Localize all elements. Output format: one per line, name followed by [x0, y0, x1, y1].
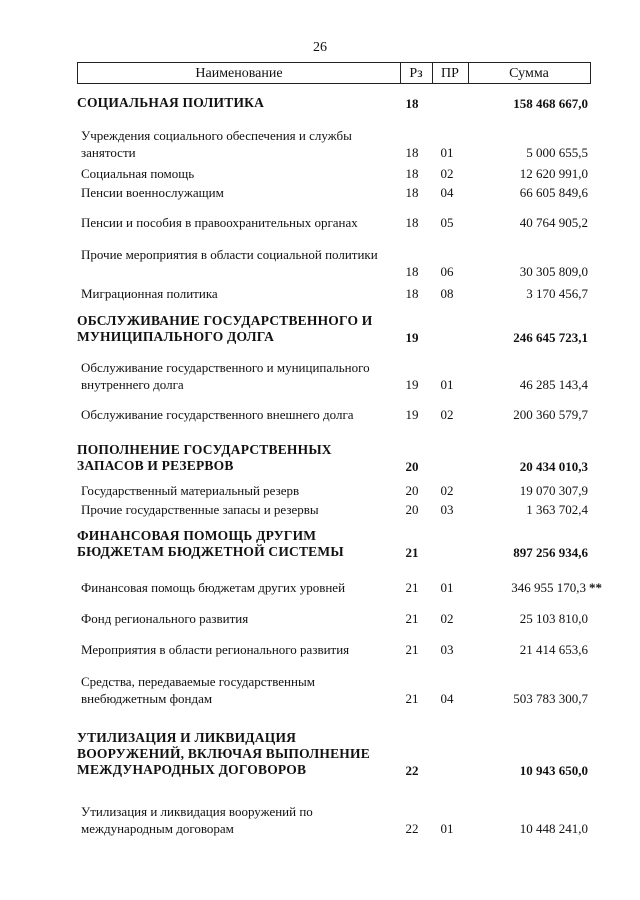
row-pr: 01 [440, 145, 454, 160]
row-pr: 02 [440, 483, 454, 498]
row-pr: 05 [440, 215, 454, 230]
row-pr: 01 [440, 580, 454, 595]
section-name: УТИЛИЗАЦИЯ И ЛИКВИДАЦИЯ ВООРУЖЕНИЙ, ВКЛЮЧАЯ ВЫПОЛНЕНИЕ МЕЖДУНАРОДНЫХ ДОГОВОРОВ [77, 730, 370, 777]
row-sum [511, 579, 602, 596]
row-name: Прочие государственные запасы и резервы [81, 502, 319, 517]
row-sum: 21 414 653,6 [519, 642, 588, 657]
row-rz: 18 [405, 264, 419, 279]
row-sum: 200 360 579,7 [513, 407, 588, 422]
row-sum: 3 170 456,7 [526, 286, 588, 301]
row-name: Фонд регионального развития [81, 611, 249, 626]
row-sum: 158 468 667,0 [513, 96, 588, 111]
row-sum: 246 645 723,1 [513, 330, 588, 345]
row-pr: 03 [440, 642, 454, 657]
row-sum: 46 285 143,4 [519, 377, 588, 392]
header-name: Наименование [195, 66, 283, 81]
row-name: Социальная помощь [81, 166, 195, 181]
row-name: Обслуживание государственного и муниципального внутреннего долга [81, 360, 370, 392]
row-rz: 22 [405, 763, 419, 778]
section-name: ОБСЛУЖИВАНИЕ ГОСУДАРСТВЕННОГО И МУНИЦИПАЛЬНОГО ДОЛГА [77, 313, 373, 344]
row-rz: 18 [405, 215, 419, 230]
row-sum: 19 070 307,9 [519, 483, 588, 498]
row-pr: 02 [440, 407, 454, 422]
row-sum: 503 783 300,7 [513, 691, 588, 706]
row-sum: 10 448 241,0 [519, 821, 588, 836]
row-rz: 19 [405, 407, 419, 422]
row-sum: 40 764 905,2 [519, 215, 588, 230]
row-sum: 897 256 934,6 [513, 545, 588, 560]
row-sum: 12 620 991,0 [519, 166, 588, 181]
row-pr: 01 [440, 377, 454, 392]
row-sum: 30 305 809,0 [519, 264, 588, 279]
row-pr: 06 [440, 264, 454, 279]
row-rz: 21 [405, 611, 419, 626]
row-name: Государственный материальный резерв [81, 483, 300, 498]
row-name: Прочие мероприятия в области социальной политики [81, 247, 378, 262]
row-name: Финансовая помощь бюджетам других уровней [81, 580, 346, 595]
row-rz: 20 [405, 502, 419, 517]
section-name: ПОПОЛНЕНИЕ ГОСУДАРСТВЕННЫХ ЗАПАСОВ И РЕЗЕРВОВ [77, 442, 332, 473]
row-name: Миграционная политика [81, 286, 218, 301]
header-pr: ПР [441, 66, 459, 81]
row-pr: 01 [440, 821, 454, 836]
row-rz: 18 [405, 166, 419, 181]
row-sum: 1 363 702,4 [526, 502, 588, 517]
row-sum: 20 434 010,3 [519, 459, 588, 474]
row-name: Средства, передаваемые государственным внебюджетным фондам [81, 674, 315, 706]
row-name: Пенсии и пособия в правоохранительных органах [81, 215, 358, 230]
row-name: Обслуживание государственного внешнего долга [81, 407, 354, 422]
footnote-mark: ** [589, 580, 602, 595]
row-rz: 21 [405, 691, 419, 706]
row-sum-value: 346 955 170,3 [511, 580, 586, 595]
row-name: Пенсии военнослужащим [81, 185, 224, 200]
row-pr: 03 [440, 502, 454, 517]
row-sum: 10 943 650,0 [519, 763, 588, 778]
section-name: ФИНАНСОВАЯ ПОМОЩЬ ДРУГИМ БЮДЖЕТАМ БЮДЖЕТНОЙ СИСТЕМЫ [77, 528, 344, 559]
row-rz: 22 [405, 821, 419, 836]
row-rz: 20 [405, 459, 419, 474]
row-rz: 20 [405, 483, 419, 498]
header-rz: Рз [409, 66, 423, 81]
row-name: Утилизация и ликвидация вооружений по международным договорам [81, 804, 313, 836]
row-rz: 19 [405, 377, 419, 392]
row-pr: 04 [440, 185, 454, 200]
section-name: СОЦИАЛЬНАЯ ПОЛИТИКА [77, 95, 265, 110]
row-rz: 18 [405, 145, 419, 160]
row-rz: 21 [405, 642, 419, 657]
row-sum: 25 103 810,0 [519, 611, 588, 626]
row-pr: 08 [440, 286, 454, 301]
row-name: Мероприятия в области регионального развития [81, 642, 350, 657]
row-rz: 21 [405, 545, 419, 560]
row-rz: 18 [405, 96, 419, 111]
row-pr: 04 [440, 691, 454, 706]
row-rz: 21 [405, 580, 419, 595]
row-rz: 18 [405, 286, 419, 301]
row-pr: 02 [440, 166, 454, 181]
row-rz: 18 [405, 185, 419, 200]
table-header [77, 62, 591, 84]
row-name: Учреждения социального обеспечения и службы занятости [81, 128, 352, 160]
row-sum: 66 605 849,6 [519, 185, 588, 200]
row-rz: 19 [405, 330, 419, 345]
page-number: 26 [313, 40, 327, 55]
row-sum: 5 000 655,5 [526, 145, 588, 160]
row-pr: 02 [440, 611, 454, 626]
header-sum: Сумма [509, 66, 549, 81]
